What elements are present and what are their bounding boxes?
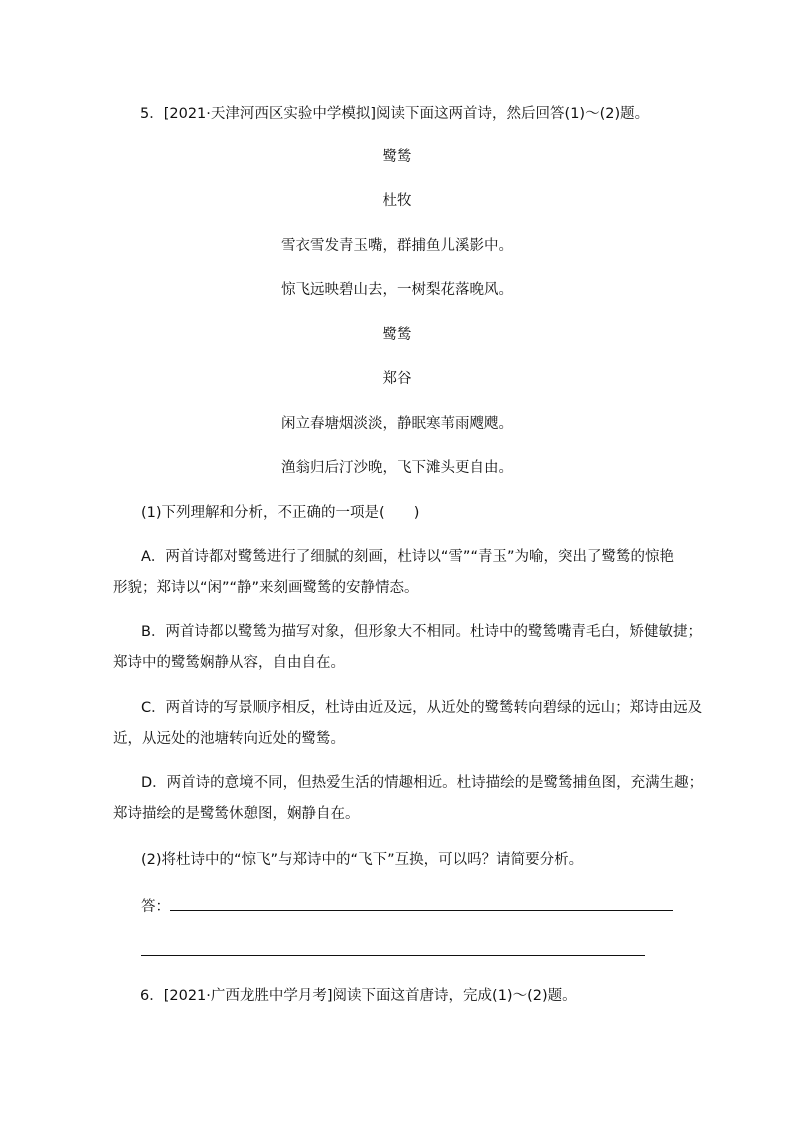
question-5-intro: 5．[2021·天津河西区实验中学模拟]阅读下面这两首诗，然后回答(1)～(2)题。 bbox=[140, 106, 650, 122]
poem-2-line: 渔翁归后汀沙晚，飞下滩头更自由。 bbox=[281, 460, 513, 476]
subquestion-1-stem: (1)下列理解和分析，不正确的一项是( ) bbox=[141, 505, 420, 521]
option-a-line-2: 形貌；郑诗以“闲”“静”来刻画鹭鸶的安静情态。 bbox=[113, 580, 419, 596]
poem-2-title: 鹭鸶 bbox=[382, 327, 412, 343]
poem-1-title: 鹭鸶 bbox=[382, 149, 412, 165]
option-c-line-1: C．两首诗的写景顺序相反，杜诗由近及远，从近处的鹭鸶转向碧绿的远山；郑诗由远及 bbox=[141, 700, 703, 716]
option-a-line-1: A．两首诗都对鹭鸶进行了细腻的刻画，杜诗以“雪”“青玉”为喻，突出了鹭鸶的惊艳 bbox=[141, 549, 674, 565]
answer-label: 答： bbox=[141, 899, 170, 915]
poem-1-line: 雪衣雪发青玉嘴，群捕鱼儿溪影中。 bbox=[281, 238, 513, 254]
option-d-line-2: 郑诗描绘的是鹭鸶休憩图，娴静自在。 bbox=[113, 806, 360, 822]
poem-1-line: 惊飞远映碧山去，一树梨花落晚风。 bbox=[281, 282, 513, 298]
poem-2-line: 闲立春塘烟淡淡，静眠寒苇雨飕飕。 bbox=[281, 416, 513, 432]
question-6-intro: 6．[2021·广西龙胜中学月考]阅读下面这首唐诗，完成(1)～(2)题。 bbox=[140, 988, 577, 1004]
poem-2-author: 郑谷 bbox=[382, 371, 412, 387]
poem-1-author: 杜牧 bbox=[382, 193, 412, 209]
subquestion-2-stem: (2)将杜诗中的“惊飞”与郑诗中的“飞下”互换，可以吗？请简要分析。 bbox=[141, 852, 584, 868]
option-c-line-2: 近，从远处的池塘转向近处的鹭鸶。 bbox=[113, 731, 345, 747]
option-b-line-2: 郑诗中的鹭鸶娴静从容，自由自在。 bbox=[113, 655, 345, 671]
answer-blank-line bbox=[170, 910, 673, 911]
answer-blank-line bbox=[141, 955, 645, 956]
option-d-line-1: D．两首诗的意境不同，但热爱生活的情趣相近。杜诗描绘的是鹭鸶捕鱼图，充满生趣； bbox=[141, 775, 704, 791]
option-b-line-1: B．两首诗都以鹭鸶为描写对象，但形象大不相同。杜诗中的鹭鸶嘴青毛白，矫健敏捷； bbox=[141, 624, 702, 640]
